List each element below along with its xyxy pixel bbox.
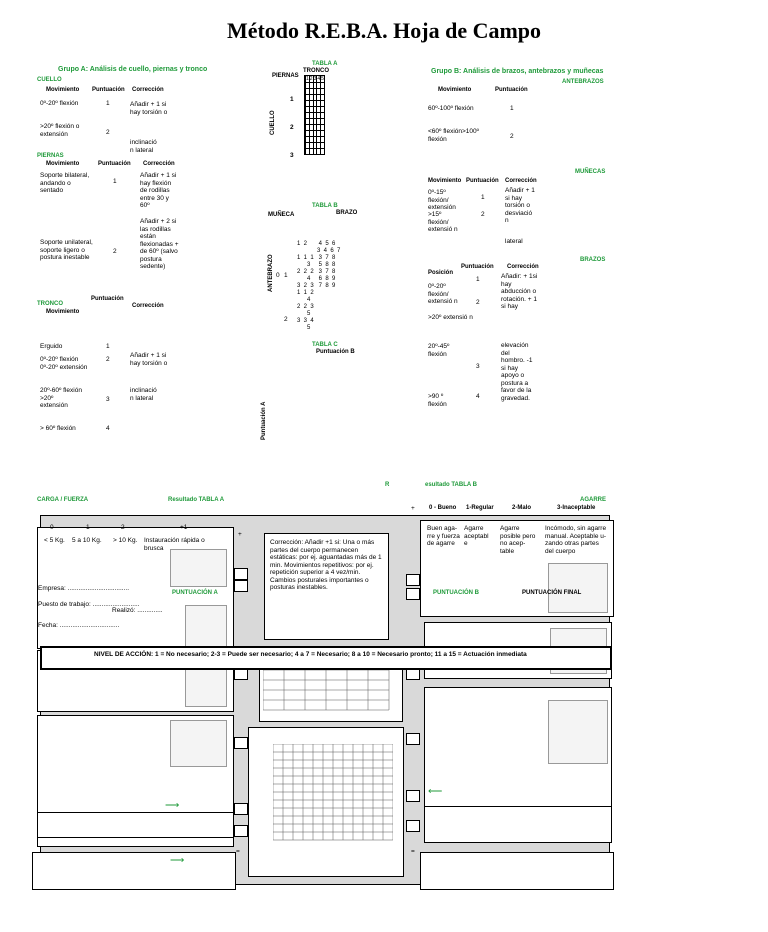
nivel-accion-text: NIVEL DE ACCIÓN: 1 = No necesario; 2-3 = Puede ser necesario; 4 a 7 = Necesario; 8 a 10 = Necesario pronto; 11 a 15 = Actuación inmediata <box>94 651 527 658</box>
tabla-a-cell: 3 <box>313 76 317 82</box>
group-a-header: Grupo A: Análisis de cuello, piernas y tronco <box>58 66 208 73</box>
munecas-row-mov: >15º flexión/ extensió n <box>428 211 458 233</box>
score-input[interactable] <box>406 588 420 600</box>
antebrazos-row-mov: <60º flexión>100º flexión <box>428 128 480 143</box>
tabla-b-row: 3 2 3 7 8 9 <box>297 283 336 289</box>
tabla-b-row: 2 2 2 3 7 8 <box>297 269 336 275</box>
tabla-b-row: 5 <box>297 311 311 317</box>
tabla-b-side-label: 0 <box>276 272 280 279</box>
correccion-text: Corrección: Añadir +1 si: Una o más partes del cuerpo permanecen estáticas: por ej. aguantadas más de 1 min. Movimientos repetitivos: por ej. repetición superior a 4 vez/min. Cambios posturales importantes o posturas inestables. <box>270 539 382 591</box>
tabla-b-row: 4 6 8 9 <box>297 276 336 282</box>
antebrazos-row-punt: 2 <box>510 133 514 140</box>
arrow-left-icon: ⟵ <box>428 786 443 797</box>
page-title: Método R.E.B.A. Hoja de Campo <box>226 18 542 43</box>
posture-figure-icon <box>170 720 227 767</box>
score-row-box <box>37 812 234 838</box>
piernas-row-mov: Soporte bilateral, andando o sentado <box>40 172 90 194</box>
cuello-row-mov: 0º-20º flexión <box>40 100 79 107</box>
tabla-a-group-1: 1 <box>290 96 294 103</box>
tabla-c-grid <box>276 356 436 448</box>
antebrazos-col-mov: Movimiento <box>438 87 472 93</box>
piernas-row-corr: Añadir + 1 si hay flexión de rodillas entre 30 y 60º <box>140 172 177 209</box>
tabla-b-row: 4 <box>297 297 311 303</box>
equals-sign: = <box>411 848 415 855</box>
tabla-b-row: 1 1 1 3 7 8 <box>297 255 336 261</box>
score-b-box[interactable] <box>420 852 614 890</box>
brazos-label: BRAZOS <box>580 257 606 263</box>
brazos-row-punt: 3 <box>476 363 480 370</box>
tronco-row-mov: 20º-60º flexión >20º extensión <box>40 387 82 409</box>
tronco-col-punt: Puntuación <box>91 296 124 302</box>
leg-figure-icon <box>185 605 227 647</box>
arrow-right-icon: ⟶ <box>165 800 180 811</box>
antebrazos-label: ANTEBRAZOS <box>562 79 604 85</box>
cuello-label: CUELLO <box>37 77 62 83</box>
cuello-row-corr: inclinació n lateral <box>130 139 157 154</box>
tabla-a-cell <box>321 149 325 155</box>
score-input[interactable] <box>234 825 248 837</box>
carga-opt-1: 5 a 10 Kg. <box>72 537 102 544</box>
tabla-a-cell: 1 <box>306 76 309 82</box>
cuello-row-corr: Añadir + 1 si hay torsión o <box>130 101 168 116</box>
brazos-col-corr: Corrección <box>507 264 539 270</box>
equals-sign: = <box>236 848 240 855</box>
plus-sign: + <box>411 505 415 512</box>
antebrazos-col-punt: Puntuación <box>495 87 528 93</box>
arm-figure-icon <box>548 563 608 613</box>
grid-lines <box>273 744 393 844</box>
tabla-b-row: 1 1 2 <box>297 290 314 296</box>
score-input[interactable] <box>234 803 248 815</box>
agarre-desc-3: Incómodo, sin agarre manual. Aceptable u- zando otras partes del cuerpo <box>545 525 607 555</box>
score-input[interactable] <box>234 568 248 580</box>
carga-val: +1 <box>180 524 188 531</box>
tabla-b-row: 2 2 3 <box>297 304 314 310</box>
tabla-b-row: 3 3 4 <box>297 318 314 324</box>
score-b-row-box <box>424 806 612 843</box>
piernas-row-corr: Añadir + 2 si las rodillas están flexionadas + de 60º (salvo postura sedente) <box>140 218 179 270</box>
tronco-col-corr: Corrección <box>132 303 164 309</box>
tabla-a-tronco: TRONCO <box>303 68 329 74</box>
carga-opt-0: < 5 Kg. <box>44 537 65 544</box>
antebrazos-row-mov: 60º-100º flexión <box>428 105 474 112</box>
brazos-row-mov: >20º extensió n <box>428 314 473 321</box>
cuello-row-mov: >20º flexión o extensión <box>40 123 80 138</box>
brazos-row-mov: 20º-45º flexión <box>428 343 450 358</box>
tronco-row-mov: 0º-20º flexión 0º-20º extensión <box>40 356 88 371</box>
resultado-a-label: Resultado TABLA A <box>168 497 225 503</box>
brazos-row-punt: 4 <box>476 393 480 400</box>
munecas-row-punt: 1 <box>481 194 485 201</box>
group-b-header: Grupo B: Análisis de brazos, antebrazos y muñecas <box>431 68 604 75</box>
brazos-row-corr: Añadir: + 1si hay abducción o rotación. + 1 si hay <box>501 273 538 310</box>
brazos-col-punt: Puntuación <box>461 264 494 270</box>
r-label: R <box>385 482 390 488</box>
munecas-col-corr: Corrección <box>505 178 537 184</box>
score-input[interactable] <box>406 820 420 832</box>
tabla-b-row: 3 5 8 8 <box>297 262 336 268</box>
puntuacion-a-label: PUNTUACIÓN A <box>172 590 218 596</box>
munecas-row-corr: lateral <box>505 238 523 245</box>
tabla-a-group-2: 2 <box>290 124 294 131</box>
tronco-row-punt: 1 <box>106 343 110 350</box>
antebrazos-row-punt: 1 <box>510 105 514 112</box>
resultado-b-label: esultado TABLA B <box>425 482 477 488</box>
brazos-row-corr: elevación del hombro. -1 si hay apoyo o postura a favor de la gravedad. <box>501 342 533 402</box>
tronco-row-mov: Erguido <box>40 343 63 350</box>
arrow-right-icon: ⟶ <box>170 855 185 866</box>
brazos-row-mov: 0º-20º flexión/ extensió n <box>428 283 458 305</box>
piernas-col-mov: Movimiento <box>46 161 80 167</box>
munecas-col-mov: Movimiento <box>428 178 462 184</box>
tabla-a-cell: 4 <box>317 76 321 82</box>
fecha-field[interactable]: Fecha: ................................. <box>38 622 120 629</box>
tabla-b-title: TABLA B <box>312 203 338 209</box>
tabla-b-antebrazo: ANTEBRAZO <box>268 254 274 292</box>
score-input[interactable] <box>406 574 420 586</box>
agarre-desc-1: Agarre aceptabl e <box>464 525 489 547</box>
neck-figure-icon <box>170 549 227 587</box>
plus-sign: + <box>238 531 242 538</box>
tronco-row-mov: > 60º flexión <box>40 425 76 432</box>
piernas-col-punt: Puntuación <box>98 161 131 167</box>
tabla-b-values <box>297 241 340 332</box>
realizo-field[interactable]: Realizó: .............. <box>112 607 163 614</box>
cuello-row-punt: 1 <box>106 100 110 107</box>
tabla-b-side-label: 2 <box>284 316 288 323</box>
munecas-row-corr: Añadir + 1 si hay torsión o desviació n <box>505 187 535 224</box>
agarre-desc-0: Buen aga- rre y fuerza de agarre <box>427 525 460 547</box>
tabla-c-title: TABLA C <box>312 342 338 348</box>
cuello-col-punt: Puntuación <box>92 87 125 93</box>
tabla-c-row-label: Puntuación A <box>261 401 267 440</box>
puntuacion-final-label: PUNTUACIÓN FINAL <box>522 590 582 596</box>
carga-label: CARGA / FUERZA <box>37 497 89 503</box>
score-input[interactable] <box>406 790 420 802</box>
tronco-row-corr: inclinació n lateral <box>130 387 157 402</box>
tabla-b-muneca: MUÑECA <box>268 212 295 218</box>
tronco-row-punt: 3 <box>106 396 110 403</box>
score-input[interactable] <box>234 737 248 749</box>
piernas-row-punt: 2 <box>113 248 117 255</box>
agarre-label: AGARRE <box>580 497 607 503</box>
agarre-opt-1: 1-Regular <box>466 505 494 511</box>
tronco-row-punt: 2 <box>106 356 110 363</box>
munecas-row-mov: 0º-15º flexión/ extensión <box>428 189 456 211</box>
tronco-row-punt: 4 <box>106 425 110 432</box>
puntuacion-b-label: PUNTUACIÓN B <box>433 590 479 596</box>
munecas-col-punt: Puntuación <box>466 178 499 184</box>
carga-val: 1 <box>86 524 90 531</box>
tabla-b-row: 3 4 6 7 <box>297 248 341 254</box>
tabla-a-title: TABLA A <box>312 61 338 67</box>
carga-opt-3: Instauración rápida o brusca <box>144 537 205 552</box>
tabla-b-row: 1 2 4 5 6 <box>297 241 336 247</box>
tronco-col-mov: Movimiento <box>46 309 80 315</box>
agarre-opt-0: 0 - Bueno <box>429 505 457 511</box>
result-grid-lines <box>263 670 393 715</box>
munecas-row-punt: 2 <box>481 211 485 218</box>
cuello-row-punt: 2 <box>106 129 110 136</box>
agarre-desc-2: Agarre posible pero no acep- table <box>500 525 536 555</box>
agarre-opt-2: 2-Malo <box>512 505 532 511</box>
brazos-row-mov: >90 º flexión <box>428 393 447 408</box>
carga-opt-2: > 10 Kg. <box>113 537 138 544</box>
carga-val: 2 <box>121 524 125 531</box>
brazos-col-pos: Posición <box>428 270 454 276</box>
piernas-label: PIERNAS <box>37 153 64 159</box>
piernas-row-mov: Soporte unilateral, soporte ligero o postura inestable <box>40 239 93 261</box>
tabla-a-group-3: 3 <box>290 152 294 159</box>
tabla-a-cell: 2 <box>309 76 313 82</box>
brazos-row-punt: 2 <box>476 299 480 306</box>
tronco-row-corr: Añadir + 1 si hay torsión o <box>130 352 168 367</box>
tabla-b-brazo: BRAZO <box>336 210 358 216</box>
tabla-a-table <box>304 75 325 155</box>
tabla-b-row: 5 <box>297 325 311 331</box>
puesto-field[interactable]: Puesto de trabajo: .......................... <box>38 601 140 608</box>
score-input[interactable] <box>234 580 248 592</box>
piernas-row-punt: 1 <box>113 178 117 185</box>
cuello-col-corr: Corrección <box>132 87 164 93</box>
munecas-label: MUÑECAS <box>575 169 606 175</box>
tabla-c-subtitle: Puntuación B <box>316 349 355 355</box>
nivel-accion-banner <box>40 646 612 670</box>
cuello-col-mov: Movimiento <box>46 87 80 93</box>
tabla-b-side-label: 1 <box>284 272 288 279</box>
empresa-field[interactable]: Empresa: .................................. <box>38 585 130 592</box>
carga-val: 0 <box>50 524 54 531</box>
shoulder-figure-icon <box>548 700 608 764</box>
tabla-a-piernas: PIERNAS <box>272 73 299 79</box>
piernas-col-corr: Corrección <box>143 161 175 167</box>
agarre-opt-3: 3-Inaceptable <box>557 505 596 511</box>
brazos-row-punt: 1 <box>476 276 480 283</box>
tabla-a-cell: 5 <box>321 76 324 82</box>
score-input[interactable] <box>406 733 420 745</box>
score-a-box[interactable] <box>32 852 236 890</box>
tronco-label: TRONCO <box>37 301 63 307</box>
tabla-a-cuello: CUELLO <box>270 110 276 135</box>
